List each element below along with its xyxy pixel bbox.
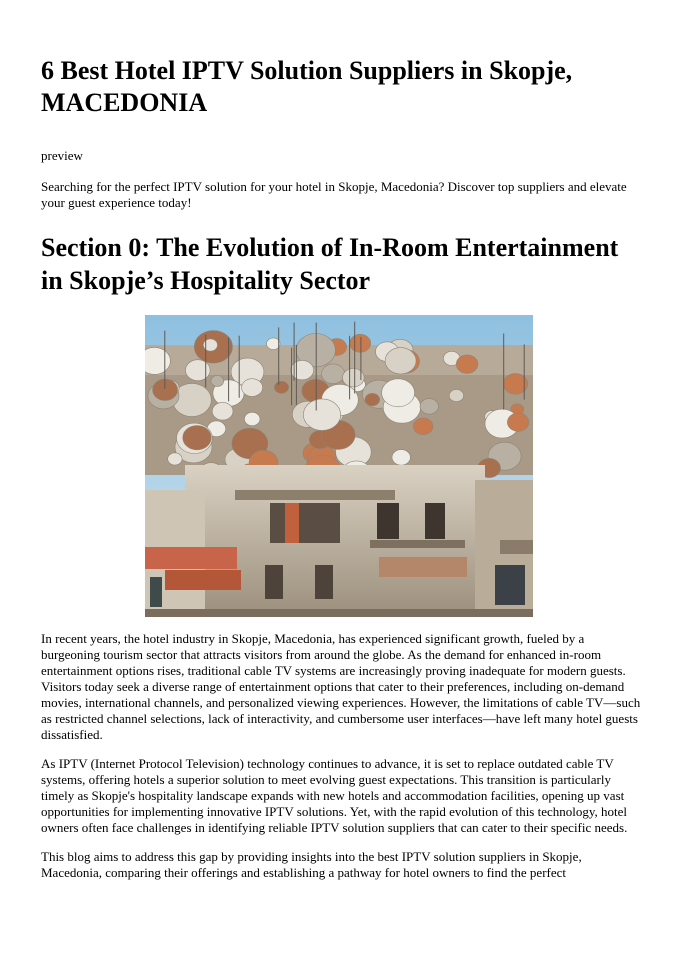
satellite-dish [456,355,478,373]
satellite-dish [449,390,463,402]
intro-paragraph: Searching for the perfect IPTV solution for your hotel in Skopje, Macedonia? Discover top suppliers and elevate your guest experience today! [41,179,627,210]
satellite-dish [413,418,433,435]
article [41,55,641,881]
satellite-dish [507,413,528,431]
satellite-dish [211,376,224,387]
body-paragraph-2: As IPTV (Internet Protocol Television) technology continues to advance, it is set to replace outdated cable TV systems, offering hotels a superior solution to meet evolving guest expectations. This transition is particularly timely as Skopje's hospitality landscape expands with new hotels and accommodation facilities, opening up vast opportunities for implementing innovative IPTV solutions. Yet, with the rapid evolution of this technology, hotel owners often face challenges in identifying reliable IPTV solution suppliers that can cater to their specific needs. [41,756,628,835]
satellite-dish [242,379,263,397]
article-title: 6 Best Hotel IPTV Solution Suppliers in Skopje, MACEDONIA [41,56,573,117]
satellite-dish [303,399,340,431]
satellite-dish [365,393,380,405]
body-paragraph-3: This blog aims to address this gap by providing insights into the best IPTV solution suppliers in Skopje, Macedonia, comparing their offerings and establishing a pathway for hotel owners to find the perfect [41,849,582,880]
satellite-dish [244,412,260,425]
satellite-dish [350,334,371,352]
section-heading: Section 0: The Evolution of In-Room Entertainment in Skopje’s Hospitality Sector [41,233,619,295]
preview-label: preview [41,148,83,163]
satellite-dish [183,426,211,450]
satellite-dish [420,399,438,415]
photo-illustration [145,315,533,617]
satellite-dish [186,360,211,381]
satellite-dish [392,450,410,466]
rooftop-satellite-dishes-photo [145,315,533,617]
satellite-dish [168,453,182,465]
satellite-dish [322,364,345,384]
satellite-dish [382,379,415,407]
satellite-dish [274,381,288,393]
satellite-dish [212,402,233,420]
satellite-dish [385,348,416,374]
satellite-dish [267,338,281,350]
body-paragraph-1: In recent years, the hotel industry in Skopje, Macedonia, has experienced significant growth, fueled by a burgeoning tourism sector that attracts visitors from around the globe. As the demand for enhanced in-room entertainment options rises, traditional cable TV systems are increasingly proving inadequate for modern guests. Visitors today seek a diverse range of entertainment options that cater to their preferences, including on-demand movies, international channels, and personalized viewing experiences. However, the limitations of cable TV—such as restricted channel selections, lack of interactivity, and cumbersome user interfaces—have left many hotel guests dissatisfied. [41,631,641,742]
